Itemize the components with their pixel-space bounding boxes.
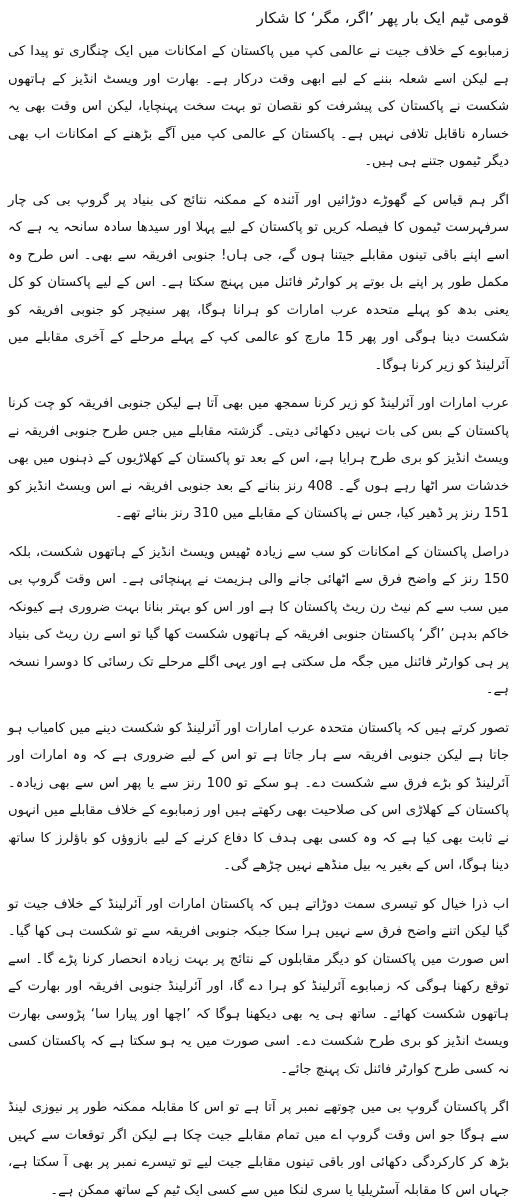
article-paragraph: اگر پاکستان گروپ بی میں چوتھے نمبر پر آتا ہے تو اس کا مقابلہ ممکنہ طور پر نیوزی لینڈ سے ہوگا جو اس وقت گروپ اے میں تمام مقابلے جیت چکا ہے لیکن اگر توقعات سے کہیں بڑھ کر کارکردگی دکھائی اور باقی تینوں مقابلے جیت لیے تو تیسرے نمبر پر بھی آ سکتا ہے، جہاں اس کا مقابلہ آسٹریلیا یا سری لنکا میں سے کسی ایک ٹیم کے ساتھ ممکن ہے۔ [8, 1100, 509, 1198]
article-paragraph: زمبابوے کے خلاف جیت نے عالمی کپ میں پاکستان کے امکانات میں ایک چنگاری تو پیدا کی ہے لیکن اسے شعلہ بننے کے لیے ابھی وقت درکار ہے۔ بھارت اور ویسٹ انڈیز کے ہاتھوں شکست نے پاکستان کی پیشرفت کو نقصان تو بہت سخت پہنچایا، لیکن اس وقت بھی یہ خسارہ ناقابل تلافی نہیں ہے۔ پاکستان کے عالمی کپ میں آگے بڑھنے کے امکانات اب بھی دیگر ٹیموں جتنے ہی ہیں۔ [8, 44, 509, 169]
article-paragraph: عرب امارات اور آئرلینڈ کو زیر کرنا سمجھ میں بھی آتا ہے لیکن جنوبی افریقہ کو چت کرنا پاکستان کے بس کی بات نہیں دکھائی دیتی۔ گزشتہ مقابلے میں جس طرح جنوبی افریقہ نے ویسٹ انڈیز کو بری طرح ہرایا ہے، اس کے بعد تو پاکستان کے کھلاڑیوں کے ذہنوں میں بھی خدشات سر اٹھا رہے ہوں گے۔ 408 رنز بنانے کے بعد جنوبی افریقہ نے اس ویسٹ انڈیز کو 151 رنز پر ڈھیر کیا، جس نے پاکستان کے مقابلے میں 310 رنز بنائے تھے۔ [8, 396, 509, 521]
article-title: قومی ٹیم ایک بار پھر ’اگر، مگر‘ کا شکار [256, 9, 509, 27]
article-paragraph: تصور کرتے ہیں کہ پاکستان متحدہ عرب امارات اور آئرلینڈ کو شکست دینے میں کامیاب ہو جاتا ہے لیکن جنوبی افریقہ سے ہار جاتا ہے تو اس کے لیے ضروری ہے کہ وہ امارات اور آئرلینڈ کو بڑے فرق سے شکست دے۔ ہو سکے تو 100 رنز سے یا پھر اس سے بھی زیادہ۔ پاکستان کے کھلاڑی اس کی صلاحیت بھی رکھتے ہیں اور زمبابوے کے خلاف مقابلے میں انہوں نے ثابت بھی کیا ہے کہ وہ کسی بھی ہدف کا دفاع کرنے کے لیے بازوؤں کو باؤلرز کا ساتھ دینا ہوگا، اس کے بغیر یہ بیل منڈھے نہیں چڑھے گی۔ [8, 720, 509, 873]
article-paragraph: اب ذرا خیال کو تیسری سمت دوڑاتے ہیں کہ پاکستان امارات اور آئرلینڈ کے خلاف جیت تو گیا لیکن اتنے واضح فرق سے نہیں ہرا سکا جبکہ جنوبی افریقہ سے تو شکست ہی کھا گیا۔ اس صورت میں پاکستان کو دیگر مقابلوں کے نتائج پر بہت زیادہ انحصار کرنا پڑے گا۔ اسے توقع رکھنا ہوگی کہ زمبابوے آئرلینڈ کو ہرا دے گا، اور آئرلینڈ جنوبی افریقہ اور بھارت کے ہاتھوں شکست کھائے۔ ساتھ ہی یہ بھی دیکھنا ہوگا کہ ’اچھا اور پیارا سا‘ پڑوسی بھارت ویسٹ انڈیز کو بری طرح شکست دے۔ اسی صورت میں یہ ہو سکتا ہے کہ پاکستان کسی نہ کسی طرح کوارٹر فائنل تک پہنچ جائے۔ [8, 896, 509, 1077]
article-paragraph: دراصل پاکستان کے امکانات کو سب سے زیادہ ٹھیس ویسٹ انڈیز کے ہاتھوں شکست، بلکہ 150 رنز کے واضح فرق سے اٹھائی جانے والی ہزیمت نے پہنچائی ہے۔ اس وقت گروپ بی میں سب سے کم نیٹ رن ریٹ پاکستان کا ہے اور اس کو بہتر بنانا بہت ضروری ہے کیونکہ خاکم بدہن ’اگر‘ پاکستان جنوبی افریقہ کے ہاتھوں شکست کھا گیا تو اسے رن ریٹ کی بنیاد پر ہی کوارٹر فائنل میں جگہ مل سکتی ہے اور یہی اگلے مرحلے تک رسائی کا دوسرا نسخہ ہے۔ [8, 544, 509, 697]
article-paragraph: اگر ہم قیاس کے گھوڑے دوڑائیں اور آئندہ کے ممکنہ نتائج کی بنیاد پر گروپ بی کی چار سرفہرست ٹیموں کا فیصلہ کریں تو پاکستان کے لیے پہلا اور سیدھا سادہ سانحہ یہ ہے کہ اسے اپنے باقی تینوں مقابلے جیتنا ہوں گے، جی ہاں! جنوبی افریقہ سے بھی۔ اس طرح وہ مکمل طور پر اپنے بل بوتے پر کوارٹر فائنل میں پہنچ سکتا ہے۔ اس کے لیے پاکستان کو کل یعنی بدھ کو پہلے متحدہ عرب امارات کو ہرانا ہوگا، پھر سنیچر کو جنوبی افریقہ کو شکست دینا ہوگی اور پھر 15 مارچ کو عالمی کپ کے پہلے مرحلے کے آخری مقابلے میں آئرلینڈ کو زیر کرنا ہوگا۔ [8, 192, 509, 373]
